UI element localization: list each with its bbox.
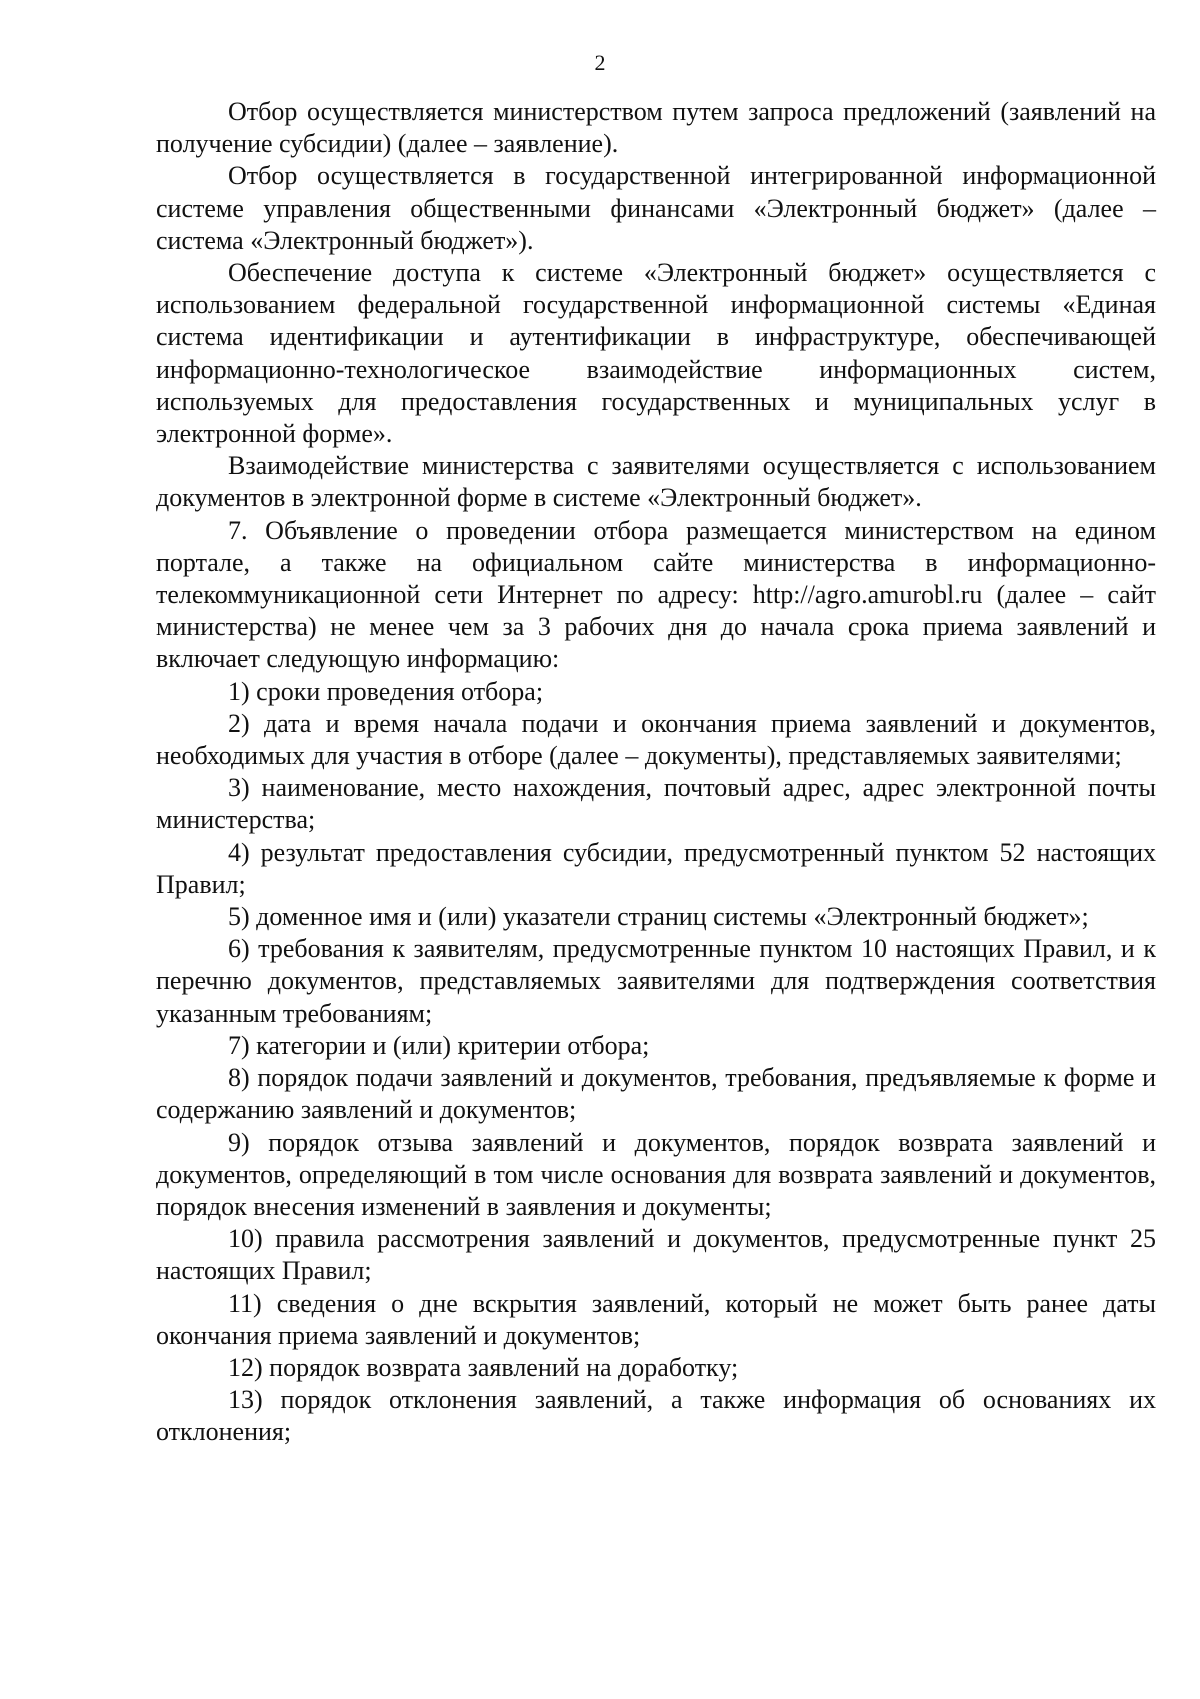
list-item: 7) категории и (или) критерии отбора; <box>228 1030 650 1060</box>
list-item: 11) сведения о дне вскрытия заявлений, который не может быть ранее даты окончания приема заявлений и документов; <box>156 1288 1156 1350</box>
paragraph: Отбор осуществляется в государственной интегрированной информационной системе управления общественными финансами «Электронный бюджет» (далее – система «Электронный бюджет»). <box>156 161 1156 255</box>
page-number: 2 <box>594 50 606 75</box>
list-item: 4) результат предоставления субсидии, предусмотренный пунктом 52 настоящих Правил; <box>156 837 1156 899</box>
list-item: 9) порядок отзыва заявлений и документов, порядок возврата заявлений и документов, определяющий в том числе основания для возврата заявлений и документов, порядок внесения изменений в заявления и документы; <box>156 1127 1156 1221</box>
paragraph: Взаимодействие министерства с заявителями осуществляется с использованием документов в электронной форме в системе «Электронный бюджет». <box>156 451 1156 513</box>
list-item: 10) правила рассмотрения заявлений и документов, предусмотренные пункт 25 настоящих Правил; <box>156 1224 1156 1286</box>
list-item: 6) требования к заявителям, предусмотренные пунктом 10 настоящих Правил, и к перечню документов, представляемых заявителями для подтверждения соответствия указанным требованиям; <box>156 934 1156 1028</box>
list-item: 8) порядок подачи заявлений и документов, требования, предъявляемые к форме и содержанию заявлений и документов; <box>156 1063 1156 1125</box>
list-item: 13) порядок отклонения заявлений, а также информация об основаниях их отклонения; <box>156 1385 1156 1447</box>
list-item: 2) дата и время начала подачи и окончания приема заявлений и документов, необходимых для участия в отборе (далее – документы), представляемых заявителями; <box>156 708 1156 771</box>
list-item: 5) доменное имя и (или) указатели страниц системы «Электронный бюджет»; <box>228 902 1089 932</box>
paragraph: Обеспечение доступа к системе «Электронный бюджет» осуществляется с использованием федеральной государственной информационной системы «Единая система идентификации и аутентификации в инфраструктуре, обеспечивающей информационно-технологическое взаимодействие информационных систем, используемых для предоставления государственных и муниципальных услуг в электронной форме». <box>156 258 1156 449</box>
list-item: 1) сроки проведения отбора; <box>228 676 544 706</box>
document-body <box>156 96 1156 1449</box>
paragraph: 7. Объявление о проведении отбора размещается министерством на едином портале, а также на официальном сайте министерства в информационно-телекоммуникационной сети Интернет по адресу: http://agro.amurobl.ru (далее – сайт министерства) не менее чем за 3 рабочих дня до начала срока приема заявлений и включает следующую информацию: <box>156 515 1156 674</box>
list-item: 12) порядок возврата заявлений на доработку; <box>228 1352 739 1382</box>
paragraph: Отбор осуществляется министерством путем запроса предложений (заявлений на получение субсидии) (далее – заявление). <box>156 97 1156 159</box>
list-item: 3) наименование, место нахождения, почтовый адрес, адрес электронной почты министерства; <box>156 773 1156 835</box>
